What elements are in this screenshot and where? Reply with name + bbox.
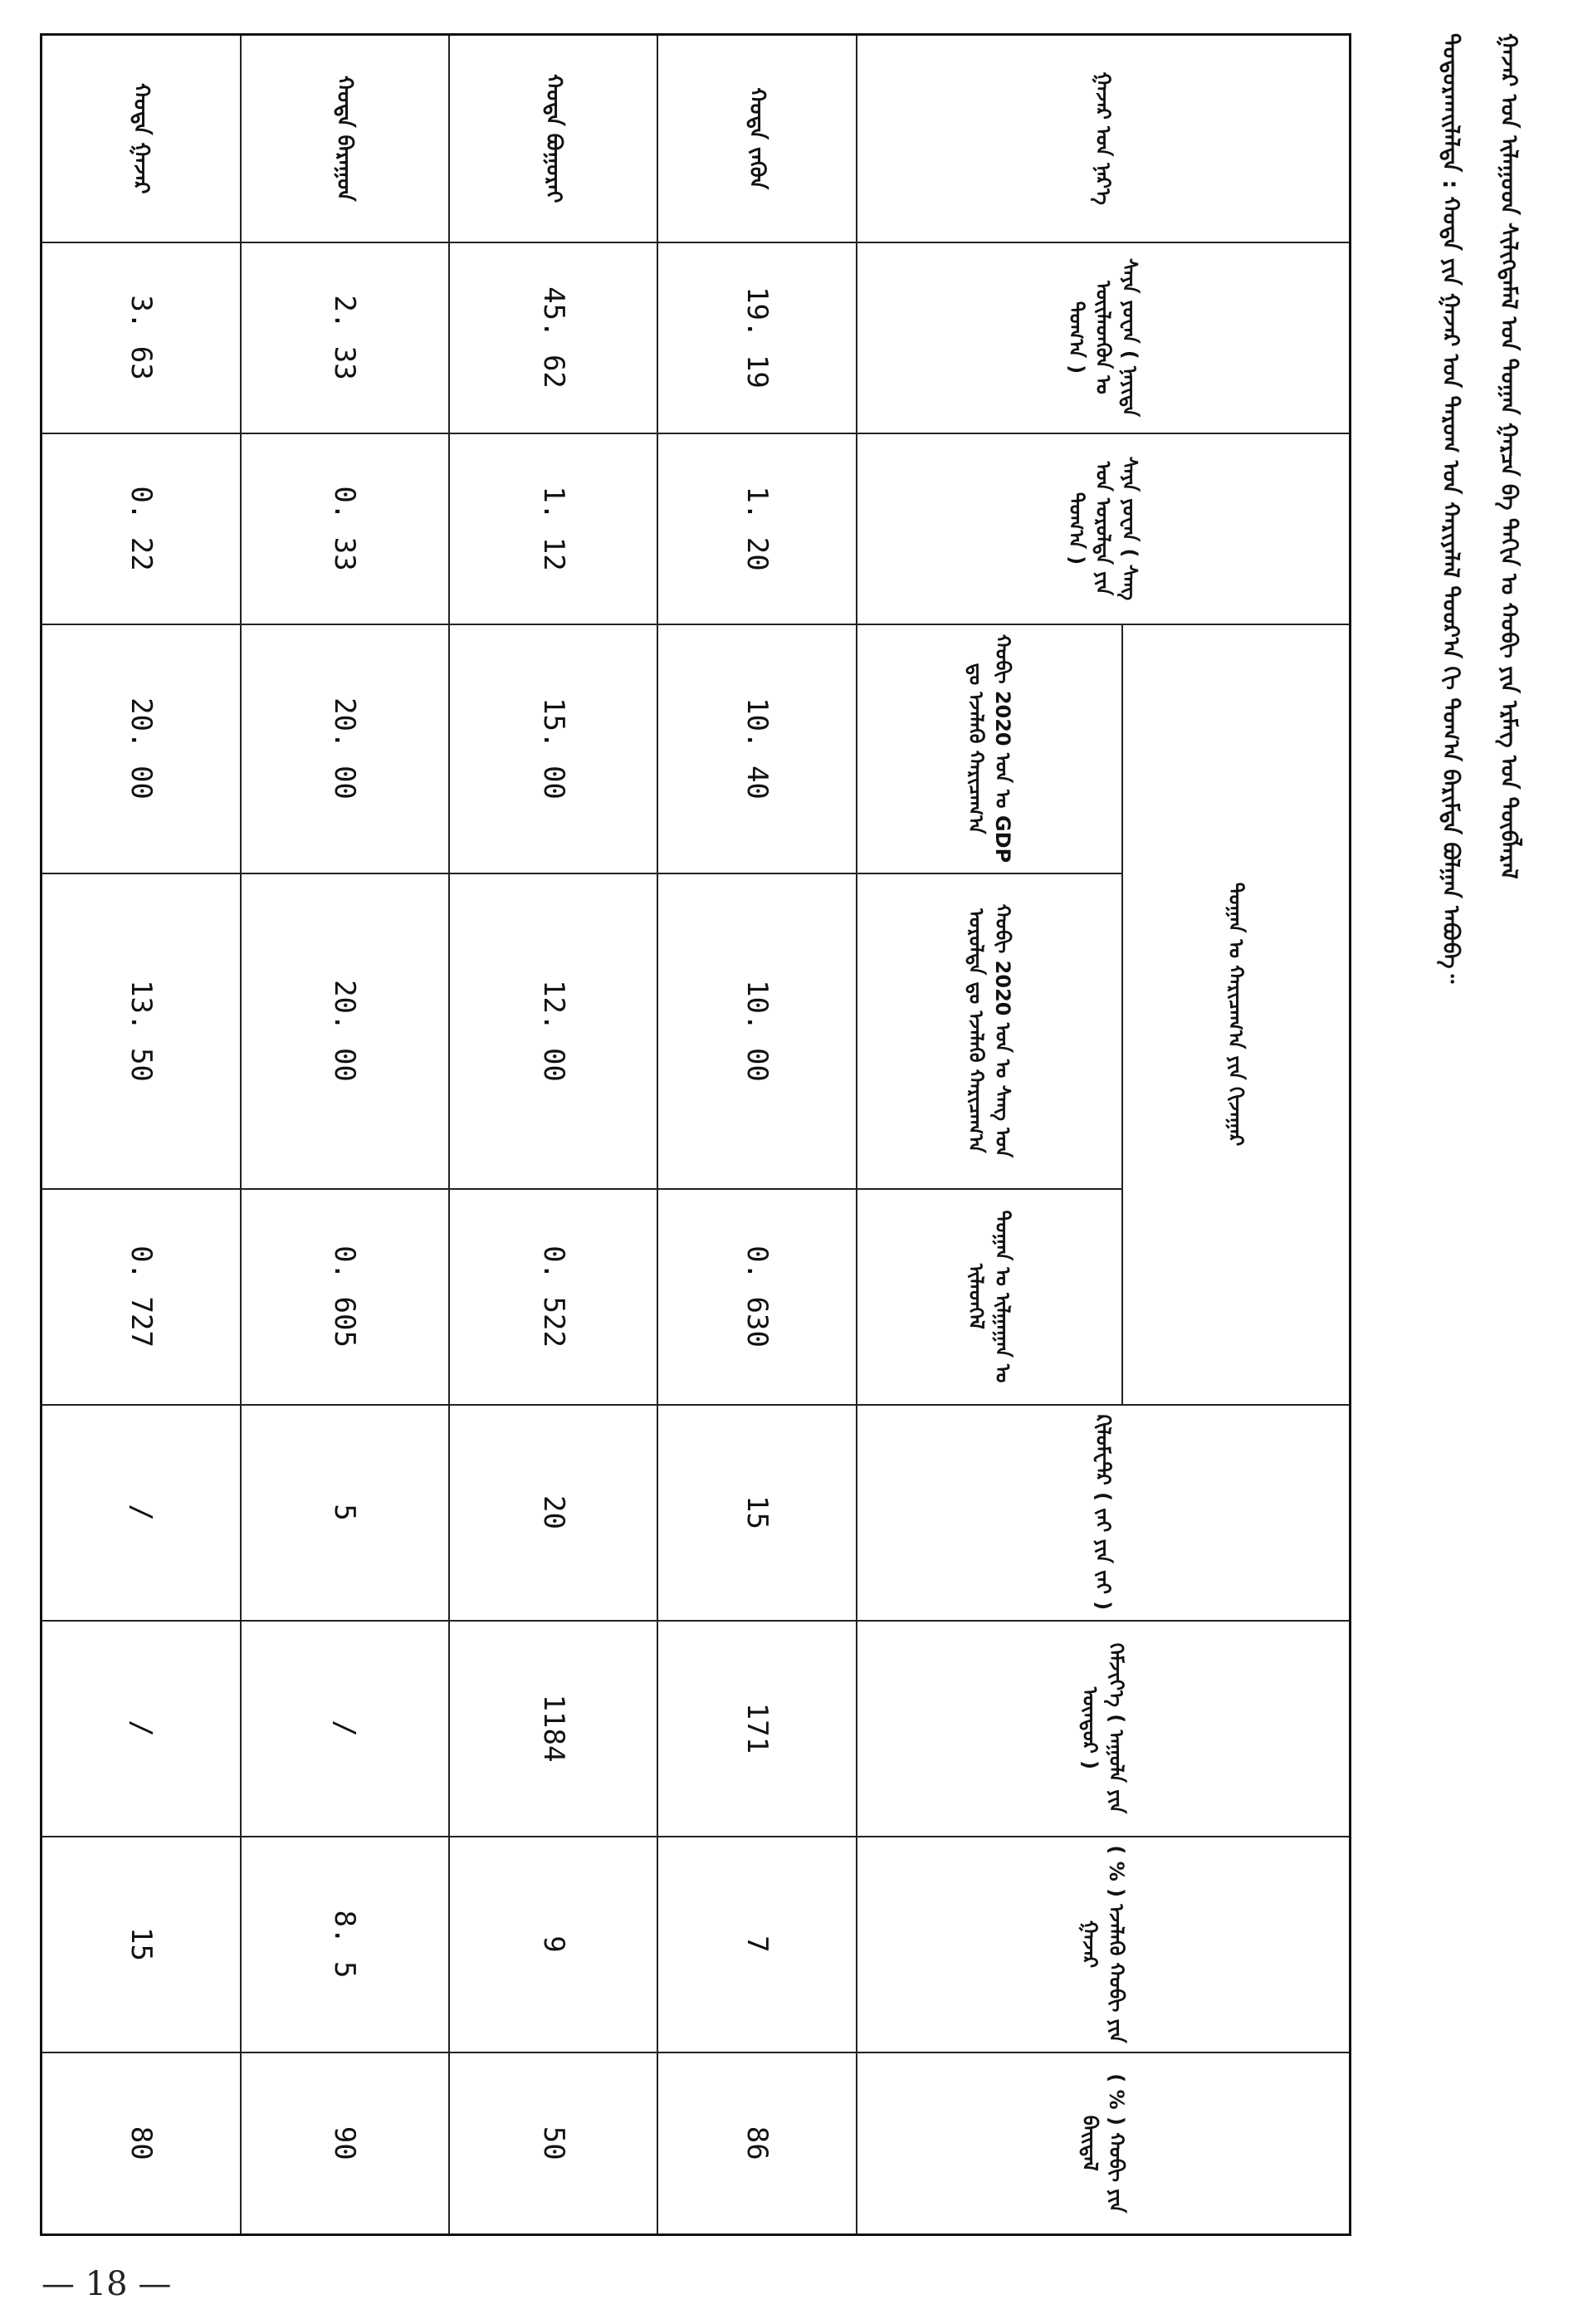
cell-share-2: 86 <box>657 2052 857 2235</box>
cell-share-2: 50 <box>449 2052 657 2235</box>
cell-share-1: 7 <box>657 1837 857 2052</box>
cell-coefficient: 0. 630 <box>657 1189 857 1405</box>
cell-distance: 15 <box>657 1405 857 1621</box>
cell-ratio-fiscal: 13. 50 <box>42 873 241 1189</box>
cell-coefficient: 0. 522 <box>449 1189 657 1405</box>
cell-ratio-gdp: 20. 00 <box>42 624 241 873</box>
table-caption-line-1: ᠭᠠᠵᠠᠷ ᠤᠨ ᠢᠯᠠᠭᠤᠳ ᠰᠢᠯᠢᠭᠳᠡᠮᠡᠯ ᠤᠨ ᠲᠣᠭᠠᠨ ᠭᠠᠷᠴᠠ ᠪᠠ ᠲᠡᠬᠢᠨ ᠤ ᠬᠤᠪᠢ ᠶᠢᠨ ᠡᠷᠮᠡᠭ ᠤᠨ ᠲᠥᠪᠯᠡᠷᠡᠯ <box>1496 33 1522 879</box>
page-number: — 18 — <box>42 2265 172 2303</box>
data-table <box>40 33 1351 2236</box>
table-caption-line-2: ᠲᠣᠳᠣᠷᠬᠠᠢᠯᠠᠯᠲᠠ : ᠬᠣᠲᠠ ᠶᠢᠨ ᠭᠠᠵᠠᠷ ᠤᠨ ᠳᠠᠷᠤᠭ ᠤᠨ ᠬᠠᠷᠢᠶᠠᠯᠠᠯ ᠳᠣᠣᠷ᠎ᠠ ᠬᠢ ᠲᠣᠭ᠎ᠠ ᠪᠠᠷᠢᠮᠲᠠ ᠪᠣᠯᠭᠠᠨ ᠠᠪᠤᠪᠠ᠃ <box>1438 33 1463 984</box>
cell-distance: 20 <box>449 1405 657 1621</box>
cell-fiscal: 1. 20 <box>657 433 857 624</box>
row-region: ᠬᠣᠲᠠ ᠪᠠᠷᠠᠭᠤᠨ <box>241 35 449 242</box>
cell-coefficient: 0. 605 <box>241 1189 449 1405</box>
header-gdp: ᠰᠠᠶᠠ ᠶᠤᠸᠠᠨ ( ᠨᠡᠶᠢᠲᠡ ᠦᠢᠯᠡᠳᠬᠦᠨ ᠤ ᠲᠣᠭ᠎ᠠ ) <box>857 242 1350 433</box>
cell-mountain: / <box>241 1621 449 1837</box>
cell-share-2: 90 <box>241 2052 449 2235</box>
row-region: ᠬᠣᠲᠠ ᠵᠡᠭᠦᠨ <box>657 35 857 242</box>
header-row-1 <box>1122 35 1350 2235</box>
header-share-1: ( % ) ᠡᠵᠡᠯᠡᠬᠦ ᠬᠤᠪᠢ ᠶᠢᠨ ᠭᠠᠵᠠᠷ <box>857 1837 1350 2052</box>
cell-coefficient: 0. 727 <box>42 1189 241 1405</box>
cell-ratio-gdp: 15. 00 <box>449 624 657 873</box>
cell-share-1: 8. 5 <box>241 1837 449 2052</box>
table-row <box>449 35 657 2235</box>
cell-ratio-gdp: 10. 40 <box>657 624 857 873</box>
cell-distance: / <box>42 1405 241 1621</box>
table-row <box>241 35 449 2235</box>
cell-ratio-fiscal: 12. 00 <box>449 873 657 1189</box>
cell-gdp: 45. 62 <box>449 242 657 433</box>
header-mountain: ᠬᠡᠮᠵᠢᠶ᠎ᠡ ( ᠠᠭᠤᠯᠠ ᠶᠢᠨ ᠥᠨᠳᠥᠷ ) <box>857 1621 1350 1837</box>
cell-share-2: 80 <box>42 2052 241 2235</box>
rotated-table-container <box>40 33 1351 2233</box>
cell-ratio-fiscal: 10. 00 <box>657 873 857 1189</box>
row-region: ᠬᠣᠲᠠ ᠪᠣᠭᠣᠷᠠᠢ <box>449 35 657 242</box>
cell-ratio-gdp: 20. 00 <box>241 624 449 873</box>
header-fiscal: ᠰᠠᠶᠠ ᠶᠤᠸᠠᠨ ( ᠰᠠᠩ ᠤᠨ ᠣᠷᠣᠯᠲᠠ ᠶᠢᠨ ᠲᠣᠭ᠎ᠠ ) <box>857 433 1350 624</box>
cell-fiscal: 1. 12 <box>449 433 657 624</box>
cell-fiscal: 0. 33 <box>241 433 449 624</box>
table-row <box>42 35 241 2235</box>
row-region: ᠬᠣᠲᠠ ᠭᠠᠵᠠᠷ <box>42 35 241 242</box>
cell-gdp: 2. 33 <box>241 242 449 433</box>
header-share-2: ( % ) ᠬᠤᠪᠢ ᠶᠢᠨ ᠪᠠᠢᠳᠠᠯ <box>857 2052 1350 2235</box>
cell-gdp: 19. 19 <box>657 242 857 433</box>
cell-mountain: 1184 <box>449 1621 657 1837</box>
header-coefficient: ᠲᠣᠭᠠᠨ ᠤ ᠢᠯᠭᠠᠭᠠᠨ ᠤ ᠢᠯᠡᠳᠬᠡᠯ <box>857 1189 1122 1405</box>
cell-ratio-fiscal: 20. 00 <box>241 873 449 1189</box>
header-ratio-group: ᠲᠣᠭᠠᠨ ᠤ ᠬᠠᠷᠢᠴᠠᠭ᠎ᠠ ᠶᠢᠨ ᠬᠢᠵᠠᠭᠠᠷ <box>1122 624 1350 1405</box>
cell-share-1: 9 <box>449 1837 657 2052</box>
cell-fiscal: 0. 22 <box>42 433 241 624</box>
header-ratio-gdp: ᠬᠤᠪᠢ 2020 ᠣᠨ ᠤ GDP ᠳᠤ ᠡᠵᠡᠯᠡᠬᠦ ᠬᠠᠷᠢᠴᠠᠭ᠎ᠠ <box>857 624 1122 873</box>
table-row <box>657 35 857 2235</box>
cell-mountain: / <box>42 1621 241 1837</box>
cell-mountain: 171 <box>657 1621 857 1837</box>
cell-share-1: 15 <box>42 1837 241 2052</box>
header-ratio-fiscal: ᠬᠤᠪᠢ 2020 ᠣᠨ ᠤ ᠰᠠᠩ ᠤᠨ ᠣᠷᠣᠯᠲᠠ ᠳᠤ ᠡᠵᠡᠯᠡᠬᠦ ᠬᠠᠷᠢᠴᠠᠭ᠎ᠠ <box>857 873 1122 1189</box>
cell-gdp: 3. 63 <box>42 242 241 433</box>
header-distance: ᠺᠢᠯᠣᠮᠧᠲ᠋ᠷ ( ᠵᠠᠢ ᠶᠢᠨ ᠵᠠᠢ ) <box>857 1405 1350 1621</box>
cell-distance: 5 <box>241 1405 449 1621</box>
header-region: ᠭᠠᠵᠠᠷ ᠤᠨ ᠨᠡᠷ᠎ᠡ <box>857 35 1350 242</box>
